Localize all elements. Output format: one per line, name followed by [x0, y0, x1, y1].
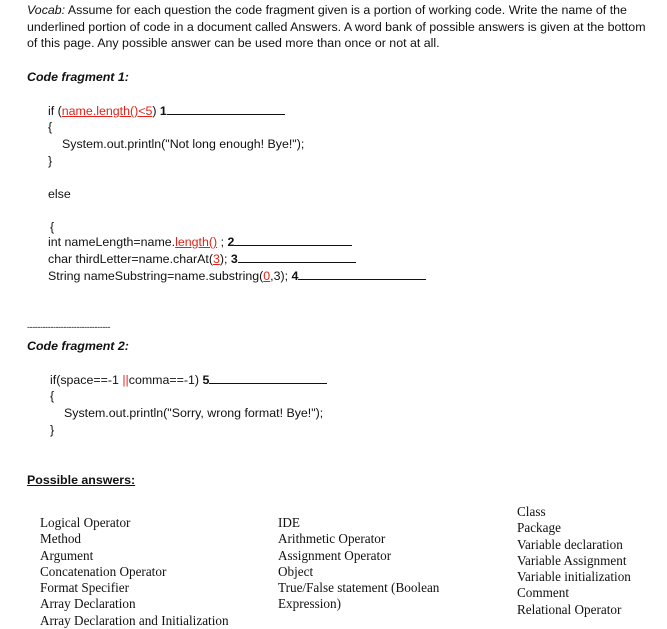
word-bank-item: Expression) — [278, 596, 341, 612]
answer-number-4: 4 — [291, 269, 299, 283]
instructions-paragraph — [27, 2, 652, 52]
vocab-label: Vocab: — [27, 3, 66, 17]
close-brace: } — [48, 154, 53, 168]
word-bank-item: Comment — [517, 585, 570, 601]
open-brace: { — [48, 120, 53, 134]
word-bank-item: Arithmetic Operator — [278, 531, 386, 547]
answer-number-1: 1 — [159, 104, 167, 118]
word-bank-item: Variable initialization — [517, 569, 631, 585]
word-bank-column-2 — [278, 515, 439, 613]
word-bank-item: Class — [517, 504, 546, 519]
word-bank-item: Variable Assignment — [517, 552, 627, 568]
fragment1-heading: Code fragment 1: — [27, 70, 129, 84]
instructions-text: Assume for each question the code fragment given is a portion of working code. Write the name of the underlined portion of code in a document called Answers. A word bank of possible answers is given at the bottom of this page. Any possible answer can be used more than once or not at all. — [27, 3, 646, 50]
answer-blank-5[interactable] — [209, 382, 327, 384]
word-bank-column-3 — [517, 504, 631, 618]
section-divider: -------------------------------- — [27, 322, 111, 332]
word-bank-column-1 — [40, 515, 229, 629]
word-bank-item: Logical Operator — [40, 515, 131, 530]
close-brace: } — [50, 423, 55, 437]
answer-blank-3[interactable] — [238, 261, 356, 263]
word-bank-item: IDE — [278, 515, 300, 530]
fragment2-heading: Code fragment 2: — [27, 339, 129, 353]
word-bank-item: Object — [278, 563, 314, 579]
fragment1-line2: int nameLength=name.length() ; 2 — [48, 235, 352, 249]
word-bank-item: True/False statement (Boolean — [278, 580, 440, 596]
word-bank-item: Assignment Operator — [278, 547, 392, 563]
answer-number-3: 3 — [230, 252, 238, 266]
word-bank-item: Variable declaration — [517, 536, 623, 552]
fragment1-line3: char thirdLetter=name.charAt(3); 3 — [48, 252, 356, 266]
println-statement: System.out.println("Sorry, wrong format! Bye!"); — [64, 406, 324, 420]
answer-blank-1[interactable] — [167, 113, 285, 115]
open-brace: { — [50, 389, 55, 403]
answer-blank-4[interactable] — [298, 278, 426, 280]
underlined-argument: 3 — [212, 252, 220, 266]
word-bank-item: Array Declaration and Initialization — [40, 612, 229, 628]
word-bank-item: Package — [517, 520, 561, 536]
word-bank-item: Argument — [40, 547, 94, 563]
answers-heading: Possible answers: — [27, 473, 136, 487]
word-bank-item: Method — [40, 531, 82, 547]
fragment2-if-line: if(space==-1 ||comma==-1) 5 — [50, 373, 327, 387]
word-bank-item: Array Declaration — [40, 596, 136, 612]
underlined-logical-operator: || — [122, 373, 129, 387]
answer-blank-2[interactable] — [234, 244, 352, 246]
fragment1-line4: String nameSubstring=name.substring(0,3); 4 — [48, 269, 426, 283]
answer-number-5: 5 — [202, 373, 210, 387]
underlined-method-call: length() — [175, 235, 218, 249]
underlined-condition: name.length()<5 — [61, 104, 153, 118]
else-keyword: else — [48, 187, 71, 201]
underlined-argument: 0 — [263, 269, 271, 283]
word-bank-item: Concatenation Operator — [40, 563, 167, 579]
open-brace: { — [50, 220, 55, 234]
word-bank-item: Format Specifier — [40, 580, 129, 596]
word-bank-item: Relational Operator — [517, 601, 622, 617]
fragment1-if-line: if (name.length()<5) 1 — [48, 104, 285, 118]
println-statement: System.out.println("Not long enough! Bye!"); — [62, 137, 305, 151]
answer-number-2: 2 — [227, 235, 235, 249]
